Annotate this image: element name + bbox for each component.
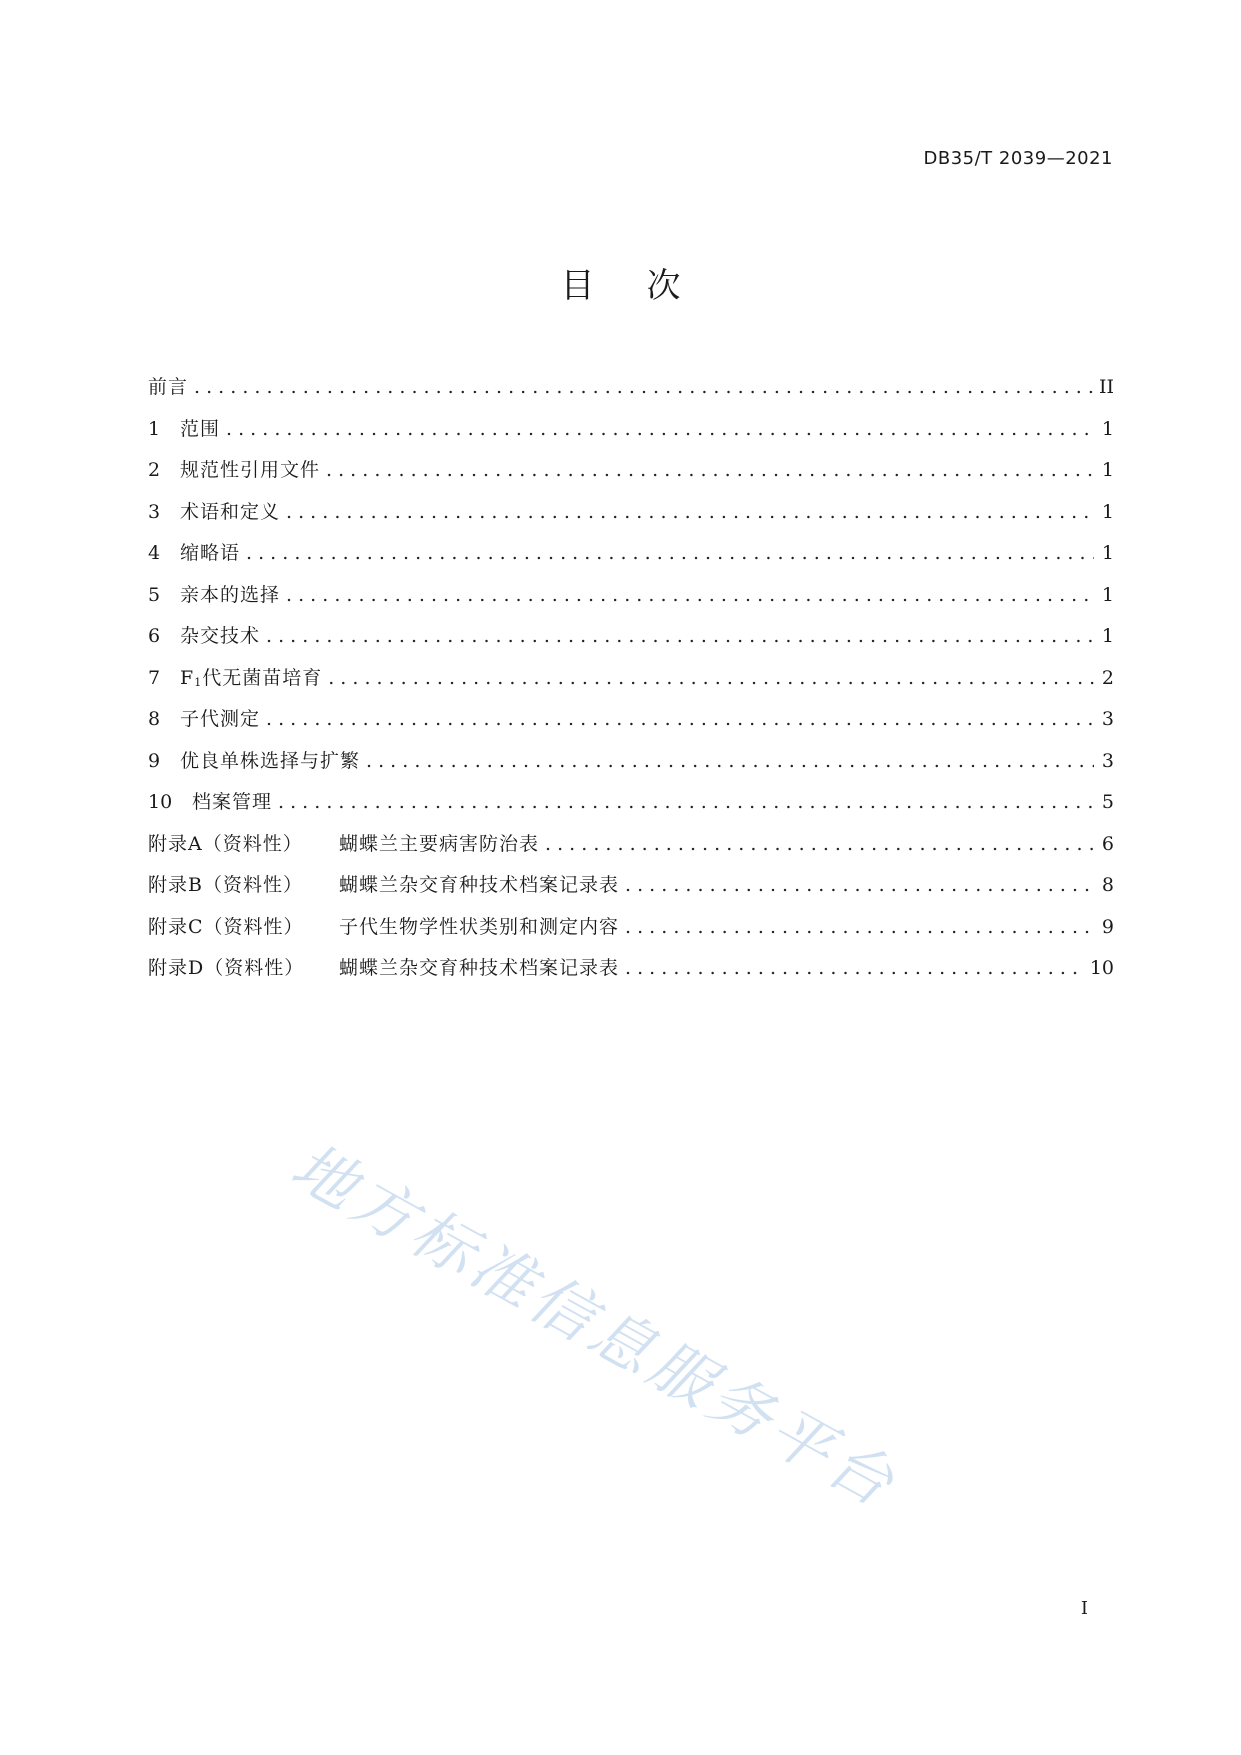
toc-entry-label-prefix: F xyxy=(180,666,195,689)
watermark-text: 地方标准信息服务平台 xyxy=(279,1128,911,1523)
toc-entry-label: 子代生物学性状类别和测定内容 xyxy=(339,915,620,938)
toc-entry-label: 优良单株选择与扩繁 xyxy=(180,749,361,772)
toc-leader-dots xyxy=(286,501,1094,523)
toc-entry-label: 档案管理 xyxy=(192,791,273,813)
toc-leader-dots xyxy=(625,874,1094,896)
toc-entry-page: 1 xyxy=(1101,625,1114,647)
toc-entry-label: 杂交技术 xyxy=(180,625,261,647)
toc-leader-dots xyxy=(326,459,1094,481)
toc-entry-number: 10 xyxy=(148,791,173,813)
toc-entry-label: 前言 xyxy=(148,376,189,398)
toc-leader-dots xyxy=(266,625,1094,647)
toc-entry-label: 缩略语 xyxy=(180,542,241,564)
standard-code: DB35/T 2039—2021 xyxy=(923,148,1113,169)
toc-entry-appendix-a[interactable] xyxy=(148,829,1114,871)
toc-entry-label: 术语和定义 xyxy=(180,500,281,523)
toc-entry-appendix-c[interactable] xyxy=(148,912,1114,954)
toc-entry-foreword[interactable] xyxy=(148,372,1114,414)
toc-entry-hybridization[interactable] xyxy=(148,621,1114,663)
toc-leader-dots xyxy=(366,750,1094,772)
toc-leader-dots xyxy=(266,708,1094,730)
toc-entry-progeny-testing[interactable] xyxy=(148,704,1114,746)
toc-entry-scope[interactable] xyxy=(148,414,1114,456)
toc-entry-page: 1 xyxy=(1101,583,1114,606)
toc-entry-label: 代无菌苗培育 xyxy=(202,666,323,689)
toc-entry-page: 9 xyxy=(1101,915,1114,938)
toc-entry-page: 5 xyxy=(1101,791,1114,813)
toc-entry-normative-references[interactable] xyxy=(148,455,1114,497)
toc-leader-dots xyxy=(625,957,1084,979)
toc-entry-appendix-b[interactable] xyxy=(148,870,1114,912)
toc-entry-number: 5 xyxy=(148,583,161,606)
toc-entry-label: 子代测定 xyxy=(180,708,261,730)
table-of-contents xyxy=(148,372,1114,995)
toc-entry-label: 蝴蝶兰主要病害防治表 xyxy=(339,832,540,855)
toc-title: 目次 xyxy=(560,266,733,306)
toc-entry-page: 6 xyxy=(1101,832,1114,855)
toc-entry-label: 范围 xyxy=(180,417,221,440)
toc-entry-number: 1 xyxy=(148,417,161,440)
toc-entry-page: 1 xyxy=(1101,500,1114,523)
toc-entry-number: 2 xyxy=(148,459,161,481)
toc-entry-label: 亲本的选择 xyxy=(180,583,281,606)
toc-leader-dots xyxy=(278,791,1094,813)
toc-entry-label-subscript: 1 xyxy=(194,675,203,689)
toc-entry-number: 6 xyxy=(148,625,161,647)
toc-appendix-tag: 附录D（资料性） xyxy=(148,957,305,979)
toc-entry-f1-seedling-culture[interactable] xyxy=(148,663,1114,705)
page-number: I xyxy=(1080,1598,1088,1619)
toc-entry-page: 8 xyxy=(1101,874,1114,896)
toc-entry-page: 3 xyxy=(1101,749,1114,772)
toc-entry-page: 2 xyxy=(1101,666,1114,689)
toc-entry-number: 4 xyxy=(148,542,161,564)
toc-entry-page: 10 xyxy=(1089,957,1114,979)
toc-entry-number: 7 xyxy=(148,666,161,689)
toc-leader-dots xyxy=(194,376,1093,398)
toc-appendix-tag: 附录C（资料性） xyxy=(148,915,304,938)
toc-leader-dots xyxy=(625,916,1094,938)
toc-entry-plant-selection-propagation[interactable] xyxy=(148,746,1114,788)
toc-entry-parent-selection[interactable] xyxy=(148,580,1114,622)
toc-entry-number: 9 xyxy=(148,749,161,772)
toc-entry-number: 3 xyxy=(148,500,161,523)
toc-leader-dots xyxy=(328,667,1094,689)
toc-entry-page: 1 xyxy=(1101,417,1114,440)
toc-leader-dots xyxy=(286,584,1094,606)
toc-entry-records-management[interactable] xyxy=(148,787,1114,829)
toc-entry-terms-definitions[interactable] xyxy=(148,497,1114,539)
toc-entry-page: II xyxy=(1098,376,1114,398)
toc-entry-page: 3 xyxy=(1101,708,1114,730)
toc-entry-abbreviations[interactable] xyxy=(148,538,1114,580)
toc-entry-number: 8 xyxy=(148,708,161,730)
toc-appendix-tag: 附录B（资料性） xyxy=(148,874,303,896)
toc-entry-label-wrap xyxy=(180,663,322,690)
toc-leader-dots xyxy=(226,418,1094,440)
toc-entry-page: 1 xyxy=(1101,459,1114,481)
toc-leader-dots xyxy=(545,833,1094,855)
toc-entry-label: 规范性引用文件 xyxy=(180,459,321,481)
toc-entry-page: 1 xyxy=(1101,542,1114,564)
toc-entry-appendix-d[interactable] xyxy=(148,953,1114,995)
toc-leader-dots xyxy=(246,542,1094,564)
toc-entry-label: 蝴蝶兰杂交育种技术档案记录表 xyxy=(339,957,620,979)
toc-entry-label: 蝴蝶兰杂交育种技术档案记录表 xyxy=(339,874,620,896)
toc-appendix-tag: 附录A（资料性） xyxy=(148,832,303,855)
